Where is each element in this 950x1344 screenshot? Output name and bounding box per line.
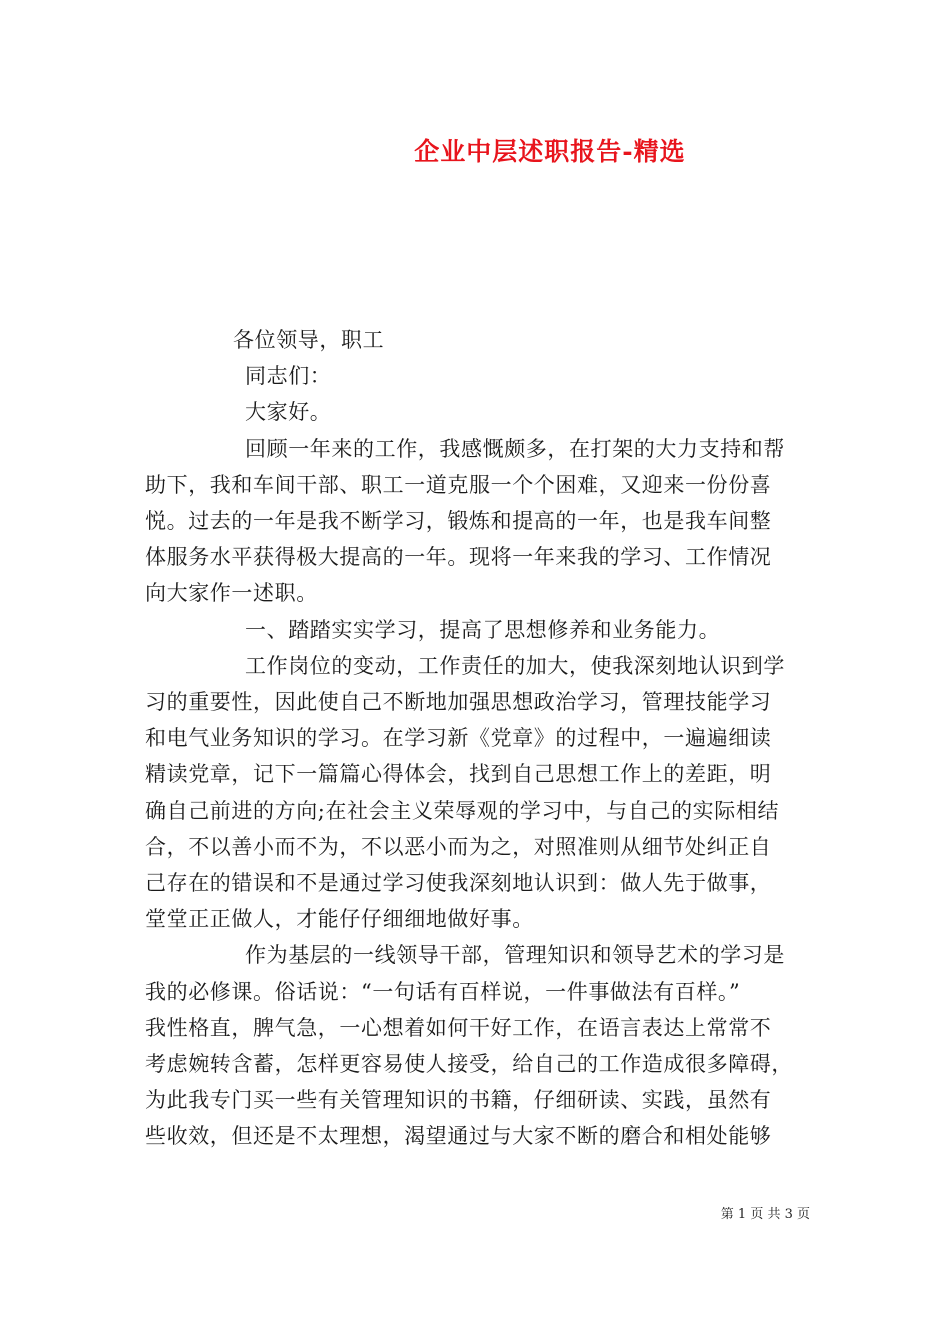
text-line: 考虑婉转含蓄，怎样更容易使人接受，给自己的工作造成很多障碍， [145, 1052, 793, 1077]
text-line: 精读党章，记下一篇篇心得体会，找到自己思想工作上的差距，明 [145, 762, 772, 787]
salutation-line: 各位领导，职工 [233, 328, 385, 352]
page-number-footer: 第 1 页 共 3 页 [720, 1207, 810, 1222]
document-title: 企业中层述职报告-精选 [414, 137, 686, 166]
text-line: 习的重要性，因此使自己不断地加强思想政治学习，管理技能学习 [145, 690, 772, 715]
text-line: 为此我专门买一些有关管理知识的书籍，仔细研读、实践，虽然有 [145, 1088, 772, 1113]
greeting-line: 大家好。 [245, 400, 332, 425]
text-line: 和电气业务知识的学习。在学习新《党章》的过程中，一遍遍细读 [145, 726, 772, 751]
body-paragraphs [145, 431, 810, 1155]
text-line: 工作岗位的变动，工作责任的加大，使我深刻地认识到学 [245, 653, 785, 678]
text-line: 回顾一年来的工作，我感慨颇多，在打架的大力支持和帮 [245, 436, 785, 461]
text-line: 体服务水平获得极大提高的一年。现将一年来我的学习、工作情况 [145, 545, 772, 570]
text-line: 我性格直，脾气急，一心想着如何干好工作，在语言表达上常常不 [145, 1015, 772, 1040]
text-line: 向大家作一述职。 [145, 581, 318, 606]
text-line: 一、踏踏实实学习，提高了思想修养和业务能力。 [245, 617, 721, 642]
text-line: 我的必修课。俗话说：“一句话有百样说，一件事做法有百样。” [145, 979, 741, 1004]
text-line: 确自己前进的方向;在社会主义荣辱观的学习中，与自己的实际相结 [145, 798, 780, 823]
text-line: 些收效，但还是不太理想，渴望通过与大家不断的磨合和相处能够 [145, 1124, 772, 1149]
text-line: 己存在的错误和不是通过学习使我深刻地认识到：做人先于做事， [145, 871, 772, 896]
salutation-line: 同志们： [245, 364, 332, 389]
text-line: 悦。过去的一年是我不断学习，锻炼和提高的一年，也是我车间整 [145, 509, 772, 534]
text-line: 助下，我和车间干部、职工一道克服一个个困难，又迎来一份份喜 [145, 472, 772, 497]
text-line: 堂堂正正做人，才能仔仔细细地做好事。 [145, 907, 534, 932]
text-line: 合，不以善小而不为，不以恶小而为之，对照准则从细节处纠正自 [145, 834, 772, 859]
document-body [145, 322, 810, 1155]
text-line: 作为基层的一线领导干部，管理知识和领导艺术的学习是 [245, 943, 785, 968]
